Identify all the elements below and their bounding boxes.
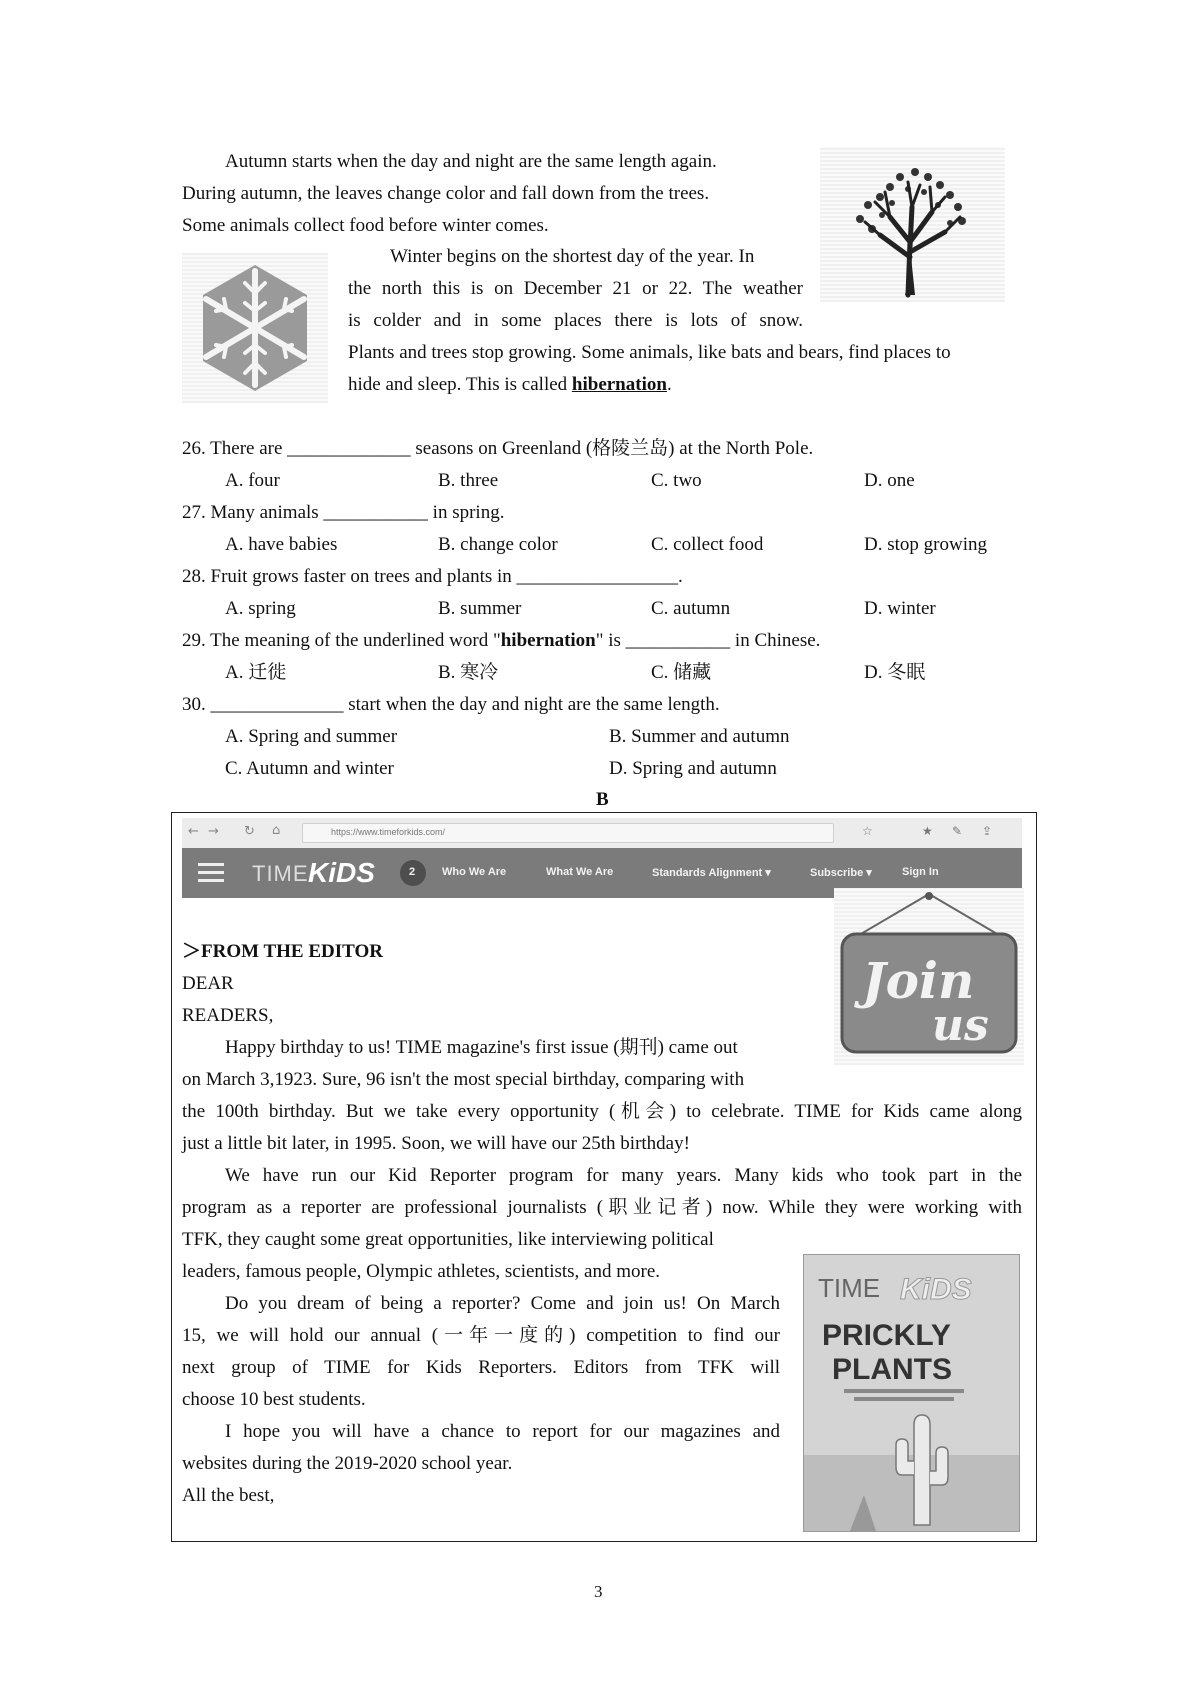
letter-line-11: next group of TIME for Kids Reporters. Editors from TFK will [182,1357,780,1378]
q27-option-c: C. collect food [651,534,764,555]
letter-line-13: I hope you will have a chance to report for our magazines and [225,1421,780,1442]
share-icon: ⇪ [982,824,993,838]
forward-icon: → [208,824,219,839]
join-us-sign [834,888,1024,1065]
q26-option-c: C. two [651,470,702,491]
question-26-stem: 26. There are _____________ seasons on Greenland (格陵兰岛) at the North Pole. [182,438,814,459]
magazine-headline-2: PLANTS [832,1353,952,1386]
pen-icon: ✎ [952,824,963,838]
q30-option-a: A. Spring and summer [225,726,398,747]
letter-line-5: We have run our Kid Reporter program for many years. Many kids who took part in the [225,1165,1022,1186]
q27-option-a: A. have babies [225,534,338,555]
join-us-sign-image [834,888,1024,1065]
nav-who-we-are: Who We Are [442,866,507,878]
question-30-stem: 30. ______________ start when the day and night are the same length. [182,694,720,715]
period: . [666,374,672,395]
question-27-stem: 27. Many animals ___________ in spring. [182,502,505,523]
magazine-cover [804,1255,1019,1531]
magazine-cover-image [803,1254,1020,1532]
q29-option-d: D. 冬眠 [864,662,926,683]
q29-stem-before: 29. The meaning of the underlined word " [182,630,501,651]
q27-option-d: D. stop growing [864,534,987,555]
snowflake-icon [182,253,328,403]
letter-line-4: just a little bit later, in 1995. Soon, we will have our 25th birthday! [182,1133,690,1154]
nav-subscribe: Subscribe ▾ [810,867,872,879]
badge-number: 2 [409,866,416,878]
winter-line-2: the north this is on December 21 or 22. The weather [348,278,803,299]
q30-option-b: B. Summer and autumn [609,726,790,747]
q30-option-d: D. Spring and autumn [609,758,777,779]
autumn-line-3: Some animals collect food before winter comes. [182,215,549,236]
letter-line-2: on March 3,1923. Sure, 96 isn't the most special birthday, comparing with [182,1069,745,1090]
q28-option-b: B. summer [438,598,522,619]
cactus-icon [914,1415,930,1525]
q28-option-c: C. autumn [651,598,731,619]
logo-time: TIME [252,861,309,886]
letter-line-15: All the best, [182,1485,275,1506]
question-29-stem [182,629,820,653]
letter-line-9: Do you dream of being a reporter? Come and join us! On March [225,1293,780,1314]
back-icon: ← [188,824,199,839]
letter-line-14: websites during the 2019-2020 school year. [182,1453,513,1474]
q29-option-a: A. 迁徙 [225,662,287,683]
nav-standards-alignment: Standards Alignment ▾ [652,867,771,879]
q30-option-c: C. Autumn and winter [225,758,394,779]
tree-icon [820,147,1005,302]
magazine-kids: KiDS [900,1273,972,1306]
letter-salutation-1: DEAR [182,973,234,994]
browser-screenshot [182,818,1022,898]
page-number: 3 [594,1582,603,1601]
nav-sign-in: Sign In [902,866,939,878]
winter-line-5 [348,373,672,397]
hibernation-word: hibernation [571,374,667,395]
q28-option-d: D. winter [864,598,936,619]
hibernation-sentence: hide and sleep. This is called [348,374,572,395]
favorites-icon: ★ [922,824,933,838]
browser-url-bar [182,818,1022,849]
q29-stem-after: " is ___________ in Chinese. [595,630,821,651]
magazine-headline-1: PRICKLY [822,1319,951,1352]
nav-what-we-are: What We Are [546,866,614,878]
snowflake-image [182,253,328,403]
letter-line-7: TFK, they caught some great opportunities, like interviewing political [182,1229,714,1250]
q26-option-a: A. four [225,470,280,491]
q26-option-b: B. three [438,470,499,491]
us-word: us [932,1000,989,1051]
star-icon: ☆ [862,824,873,838]
letter-line-6: program as a reporter are professional journalists (职业记者) now. While they were working with [182,1197,1022,1218]
q27-option-b: B. change color [438,534,558,555]
letter-line-8: leaders, famous people, Olympic athletes, scientists, and more. [182,1261,661,1282]
tree-image [820,147,1005,302]
letter-salutation-2: READERS, [182,1005,274,1026]
magazine-brand: TIME [818,1273,881,1303]
winter-line-4: Plants and trees stop growing. Some animals, like bats and bears, find places to [348,342,951,363]
home-icon: ⌂ [272,823,281,838]
letter-line-10: 15, we will hold our annual (一年一度的) competition to find our [182,1325,780,1346]
winter-line-1: Winter begins on the shortest day of the year. In [390,246,755,267]
letter-line-3: the 100th birthday. But we take every opportunity (机会) to celebrate. TIME for Kids came along [182,1101,1022,1122]
url-text: https://www.timeforkids.com/ [331,827,446,837]
q29-keyword: hibernation [500,630,596,651]
section-b-label: B [596,789,609,810]
issue-badge [400,860,426,886]
autumn-line-1: Autumn starts when the day and night are the same length again. [225,151,717,172]
q28-option-a: A. spring [225,598,296,619]
menu-icon [198,863,224,866]
letter-line-1: Happy birthday to us! TIME magazine's first issue (期刊) came out [225,1037,738,1058]
q29-option-c: C. 储藏 [651,662,712,683]
logo-kids: KiDS [308,857,375,888]
q29-option-b: B. 寒冷 [438,662,499,683]
q26-option-d: D. one [864,470,915,491]
address-field [302,823,834,843]
question-28-stem: 28. Fruit grows faster on trees and plants in _________________. [182,566,683,587]
letter-line-12: choose 10 best students. [182,1389,366,1410]
autumn-line-2: During autumn, the leaves change color and fall down from the trees. [182,183,710,204]
reload-icon: ↻ [244,824,255,839]
join-word: Join [862,951,975,1010]
winter-line-3: is colder and in some places there is lots of snow. [348,310,803,331]
letter-heading: ＞FROM THE EDITOR [182,941,383,962]
